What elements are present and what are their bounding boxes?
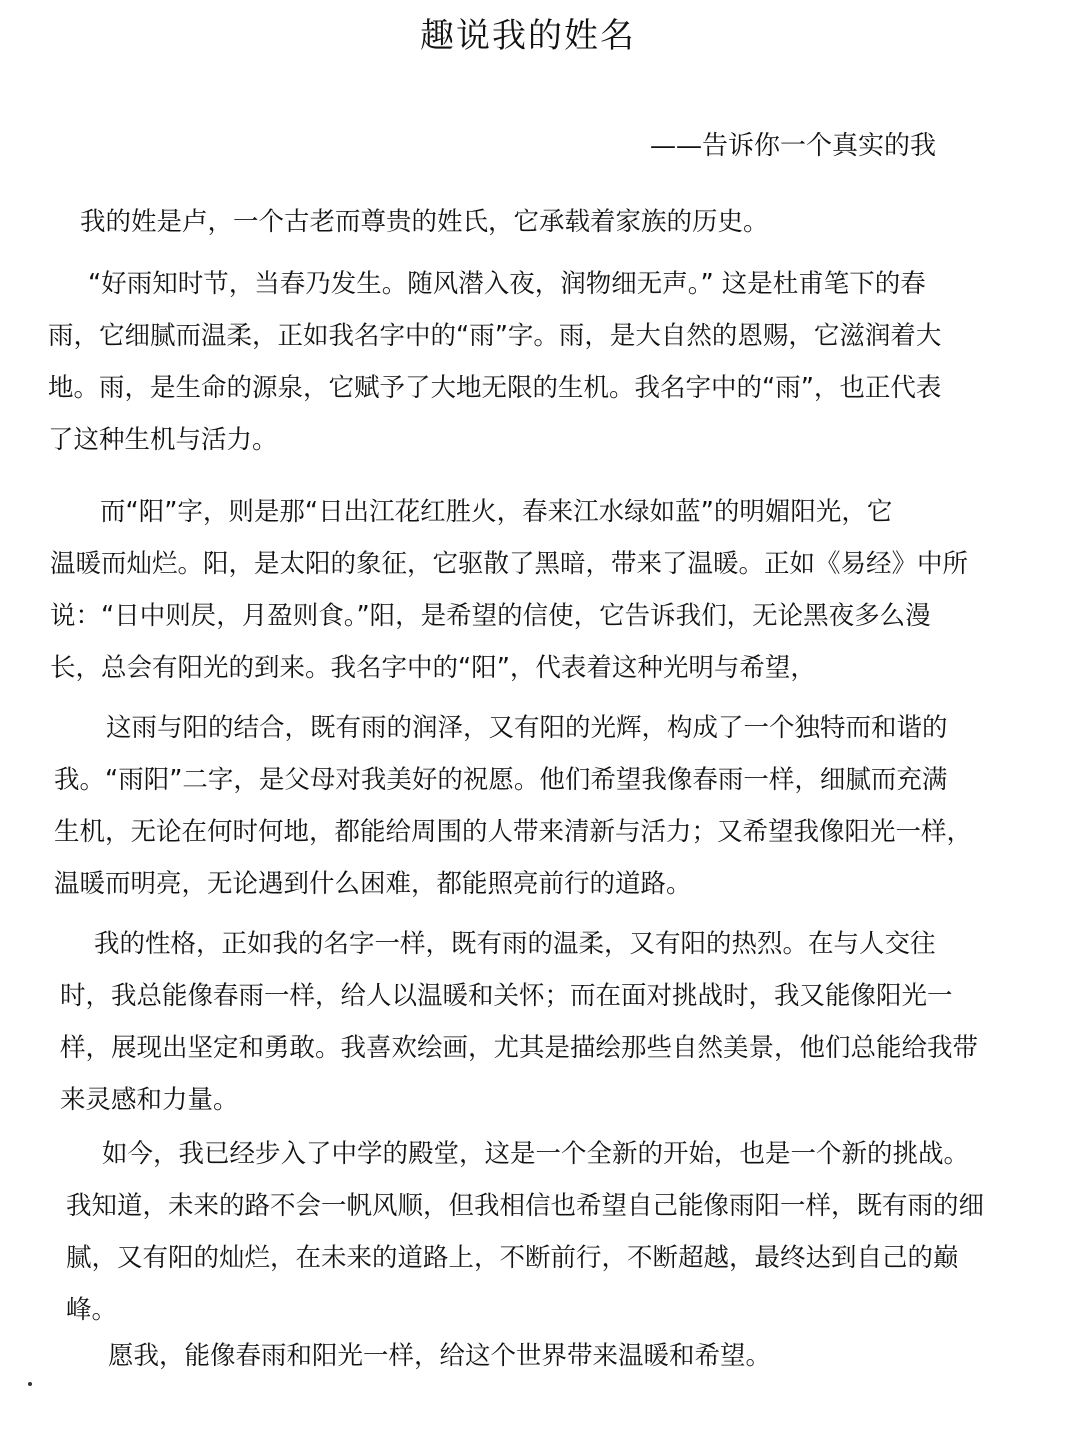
paragraph-6 [66,1128,984,1336]
paragraph-line: “好雨知时节，当春乃发生。随风潜入夜，润物细无声。” 这是杜甫笔下的春 [88,269,926,299]
paragraph-line: 我的性格，正如我的名字一样，既有雨的温柔，又有阳的热烈。在与人交往 [94,929,936,959]
paragraph-line: 我知道，未来的路不会一帆风顺，但我相信也希望自己能像雨阳一样，既有雨的细 [66,1191,985,1221]
paragraph-line: 如今，我已经步入了中学的殿堂，这是一个全新的开始，也是一个新的挑战。 [102,1139,970,1169]
stray-dot [28,1382,32,1386]
paragraph-line: 愿我，能像春雨和阳光一样，给这个世界带来温暖和希望。 [108,1341,772,1371]
paragraph-line: 地。雨，是生命的源泉，它赋予了大地无限的生机。我名字中的“雨”，也正代表 [48,373,942,403]
paragraph-line: 我的姓是卢，一个古老而尊贵的姓氏，它承载着家族的历史。 [80,207,769,237]
paragraph-line: 雨，它细腻而温柔，正如我名字中的“雨”字。雨，是大自然的恩赐，它滋润着大 [48,321,942,351]
paragraph-line: 说：“日中则昃，月盈则食。”阳，是希望的信使，它告诉我们，无论黑夜多么漫 [50,601,931,631]
paragraph-line: 来灵感和力量。 [60,1085,239,1115]
paragraph-line: 时，我总能像春雨一样，给人以温暖和关怀；而在面对挑战时，我又能像阳光一 [60,981,953,1011]
paragraph-4 [54,702,972,910]
paragraph-7 [108,1330,771,1382]
paragraph-1 [80,196,769,248]
paragraph-line: 温暖而明亮，无论遇到什么困难，都能照亮前行的道路。 [54,869,692,899]
paragraph-line: 腻，又有阳的灿烂，在未来的道路上，不断前行，不断超越，最终达到自己的巅 [66,1243,959,1273]
paragraph-line: 了这种生机与活力。 [48,425,278,455]
paragraph-line: 样，展现出坚定和勇敢。我喜欢绘画，尤其是描绘那些自然美景，他们总能给我带 [60,1033,979,1063]
paragraph-line: 这雨与阳的结合，既有雨的润泽，又有阳的光辉，构成了一个独特而和谐的 [106,713,948,743]
paragraph-line: 我。“雨阳”二字，是父母对我美好的祝愿。他们希望我像春雨一样，细腻而充满 [54,765,948,795]
page-subtitle: ——告诉你一个真实的我 [650,131,937,161]
paragraph-line: 峰。 [66,1295,118,1325]
paragraph-line: 而“阳”字，则是那“日出江花红胜火，春来江水绿如蓝”的明媚阳光，它 [100,497,893,527]
paragraph-line: 生机，无论在何时何地，都能给周围的人带来清新与活力；又希望我像阳光一样， [54,817,973,847]
paragraph-line: 温暖而灿烂。阳，是太阳的象征，它驱散了黑暗，带来了温暖。正如《易经》中所 [50,549,969,579]
paragraph-line: 长，总会有阳光的到来。我名字中的“阳”，代表着这种光明与希望， [50,653,816,683]
paragraph-3 [50,486,968,694]
page-title: 趣说我的姓名 [420,16,636,56]
paragraph-2 [48,258,941,466]
paragraph-5 [60,918,978,1126]
